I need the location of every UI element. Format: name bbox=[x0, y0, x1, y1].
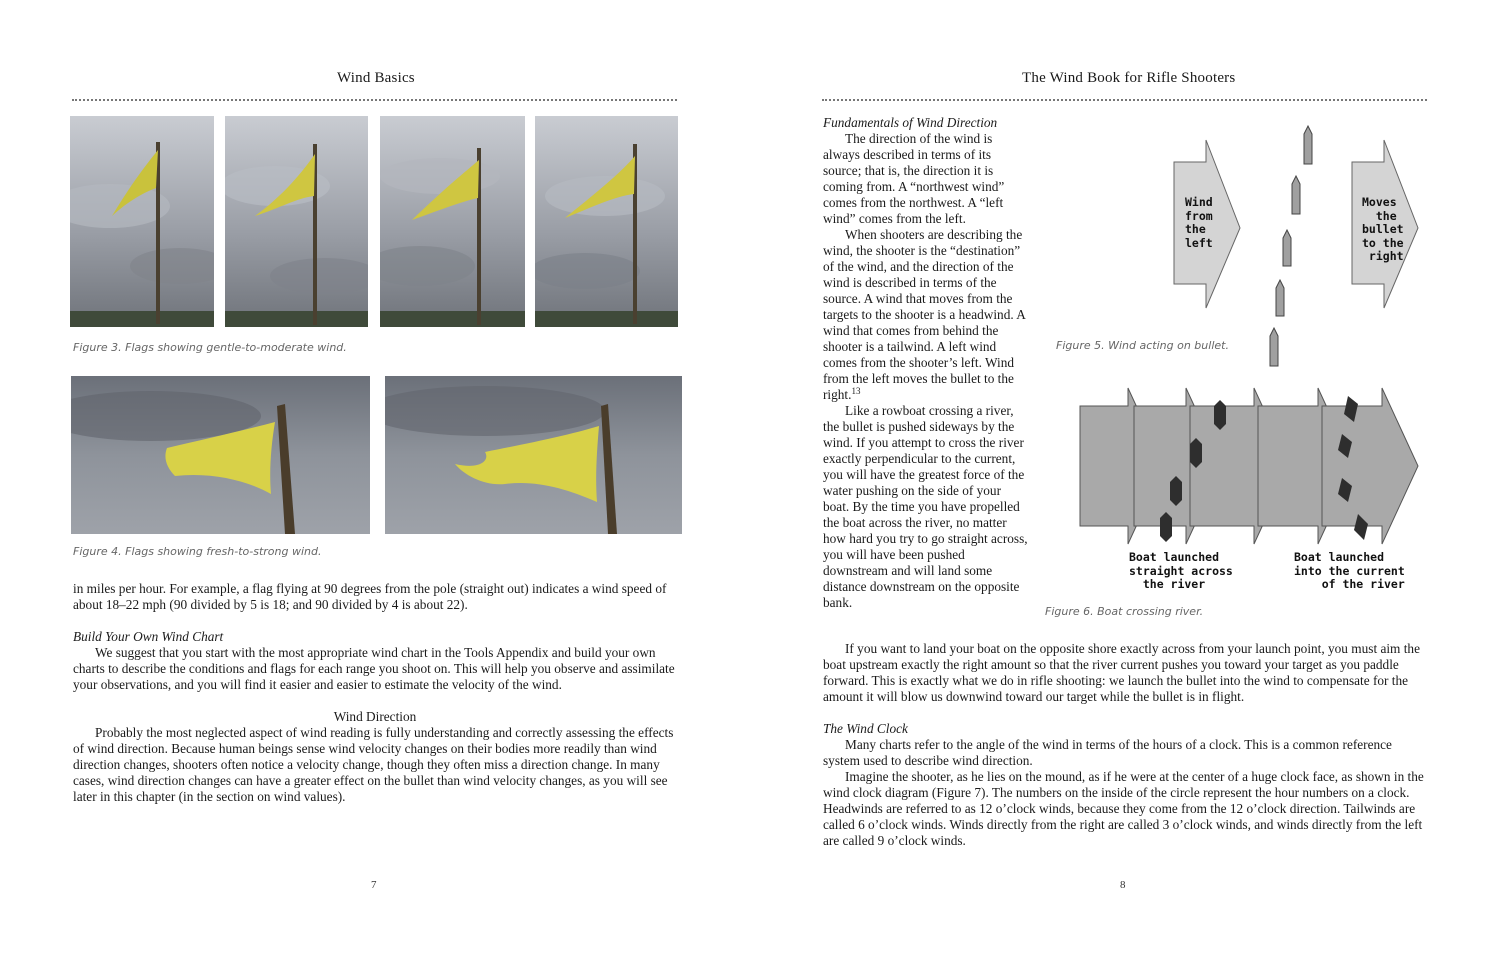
figure4-caption: Figure 4. Flags showing fresh-to-strong wind. bbox=[73, 545, 322, 558]
bullet-5 bbox=[1270, 328, 1278, 366]
build-chart-paragraph: We suggest that you start with the most appropriate wind chart in the Tools Appendix and build your own charts to describe the conditions and flags for each range you shoot on. This will help you observe and assimilate your observations, and you will find it easier and easier to estimate the velocity of the wind. bbox=[73, 645, 675, 692]
spacer bbox=[823, 705, 1427, 721]
build-chart-heading: Build Your Own Wind Chart bbox=[73, 629, 224, 644]
boat-current-label: Boat launched into the current of the river bbox=[1294, 550, 1405, 591]
flag-photo-4 bbox=[535, 116, 678, 327]
right-header-rule bbox=[822, 99, 1427, 101]
figure3-caption: Figure 3. Flags showing gentle-to-moderate wind. bbox=[73, 341, 347, 354]
wind-clock-paragraph-1: Many charts refer to the angle of the wind in terms of the hours of a clock. This is a common reference system used to describe wind direction. bbox=[823, 737, 1392, 768]
wind-from-left-label: Wind from the left bbox=[1185, 195, 1213, 250]
left-running-header: Wind Basics bbox=[337, 70, 415, 86]
moves-bullet-right-label: Moves the bullet to the right bbox=[1362, 195, 1404, 263]
fundamentals-paragraph-3: Like a rowboat crossing a river, the bullet is pushed sideways by the wind. If you attempt to cross the river exactly perpendicular to the current, you will have the greatest force of the water pushing on the side of your boat. By the time you have propelled the boat across the river, no matter how hard you try to go straight across, you will have been pushed downstream and will land some distance downstream on the opposite bank. bbox=[823, 403, 1028, 610]
flag-photo-1 bbox=[70, 116, 214, 327]
bullet-3 bbox=[1283, 230, 1291, 266]
footnote-ref[interactable]: 13 bbox=[851, 386, 861, 396]
boat-straight-1 bbox=[1160, 512, 1172, 542]
wind-clock-heading: The Wind Clock bbox=[823, 721, 908, 736]
flag-photo-3 bbox=[380, 116, 525, 327]
river-arrow-5 bbox=[1322, 388, 1418, 544]
wind-clock-paragraph-2: Imagine the shooter, as he lies on the mound, as if he were at the center of a huge clock face, as shown in the wind clock diagram (Figure 7). The numbers on the inside of the circle represent the hour numbers on a clock. Headwinds are referred to as 12 o’clock winds, because they come from the 12 o’clock direction. Tailwinds are called 6 o’clock winds. Winds directly from the right are called 3 o’clock winds, and winds directly from the left are called 9 o’clock winds. bbox=[823, 769, 1424, 848]
right-body-text bbox=[823, 641, 1427, 849]
boat-straight-label: Boat launched straight across the river bbox=[1129, 550, 1233, 591]
left-page-number: 7 bbox=[371, 879, 377, 891]
fundamentals-paragraph-4: If you want to land your boat on the opposite shore exactly across from your launch point, you must aim the boat upstream exactly the right amount so that the river current pushes you toward your target as you paddle forward. This is exactly what we do in rifle shooting: we launch the bullet into the wind to compensate for the amount it will blow us downwind toward our target while the bullet is in flight. bbox=[823, 641, 1420, 704]
spacer bbox=[73, 693, 677, 709]
fundamentals-narrow-column bbox=[823, 115, 1029, 611]
right-page-number: 8 bbox=[1120, 879, 1126, 891]
boat-straight-3 bbox=[1190, 438, 1202, 468]
fundamentals-heading: Fundamentals of Wind Direction bbox=[823, 115, 998, 130]
spacer bbox=[73, 613, 677, 629]
bullet-2 bbox=[1292, 176, 1300, 214]
right-running-header: The Wind Book for Rifle Shooters bbox=[1022, 70, 1236, 86]
continuation-paragraph: in miles per hour. For example, a flag flying at 90 degrees from the pole (straight out) indicates a wind speed of about 18–22 mph (90 divided by 5 is 18; and 90 divided by 4 is about 22). bbox=[73, 581, 667, 612]
flag-photo-6 bbox=[385, 376, 682, 534]
figure6-boat-river-diagram bbox=[1078, 386, 1420, 556]
left-header-rule bbox=[72, 99, 677, 101]
wind-direction-heading: Wind Direction bbox=[333, 709, 417, 724]
flag-photo-5 bbox=[71, 376, 370, 534]
figure6-caption: Figure 6. Boat crossing river. bbox=[1045, 605, 1204, 618]
fundamentals-paragraph-1: The direction of the wind is always described in terms of its source; that is, the direction it is coming from. A “northwest wind” comes from the northwest. A “left wind” comes from the left. bbox=[823, 131, 1005, 226]
boat-straight-4 bbox=[1214, 400, 1226, 430]
left-body-text bbox=[73, 581, 677, 805]
wind-direction-paragraph: Probably the most neglected aspect of wind reading is fully understanding and correctly assessing the effects of wind direction. Because human beings sense wind velocity changes on their bodies more readily than wind direction changes, shooters often notice a velocity change, though they often miss a direction change. In many cases, wind direction changes can have a greater effect on the bullet than wind velocity changes, as you will see later in this chapter (in the section on wind values). bbox=[73, 725, 674, 804]
bullet-1 bbox=[1304, 126, 1312, 164]
bullet-4 bbox=[1276, 280, 1284, 316]
fundamentals-paragraph-2 bbox=[823, 227, 1029, 403]
figure5-caption: Figure 5. Wind acting on bullet. bbox=[1056, 339, 1229, 352]
flag-photo-2 bbox=[225, 116, 368, 327]
boat-straight-2 bbox=[1170, 476, 1182, 506]
fundamentals-paragraph-2-text: When shooters are describing the wind, the shooter is the “destination” of the wind, and the direction of the wind is described in terms of the source. A wind that moves from the targets to the shooter is a headwind. A wind that comes from behind the shooter is a tailwind. A left wind comes from the shooter’s left. Wind from the left moves the bullet to the right. bbox=[823, 227, 1026, 402]
